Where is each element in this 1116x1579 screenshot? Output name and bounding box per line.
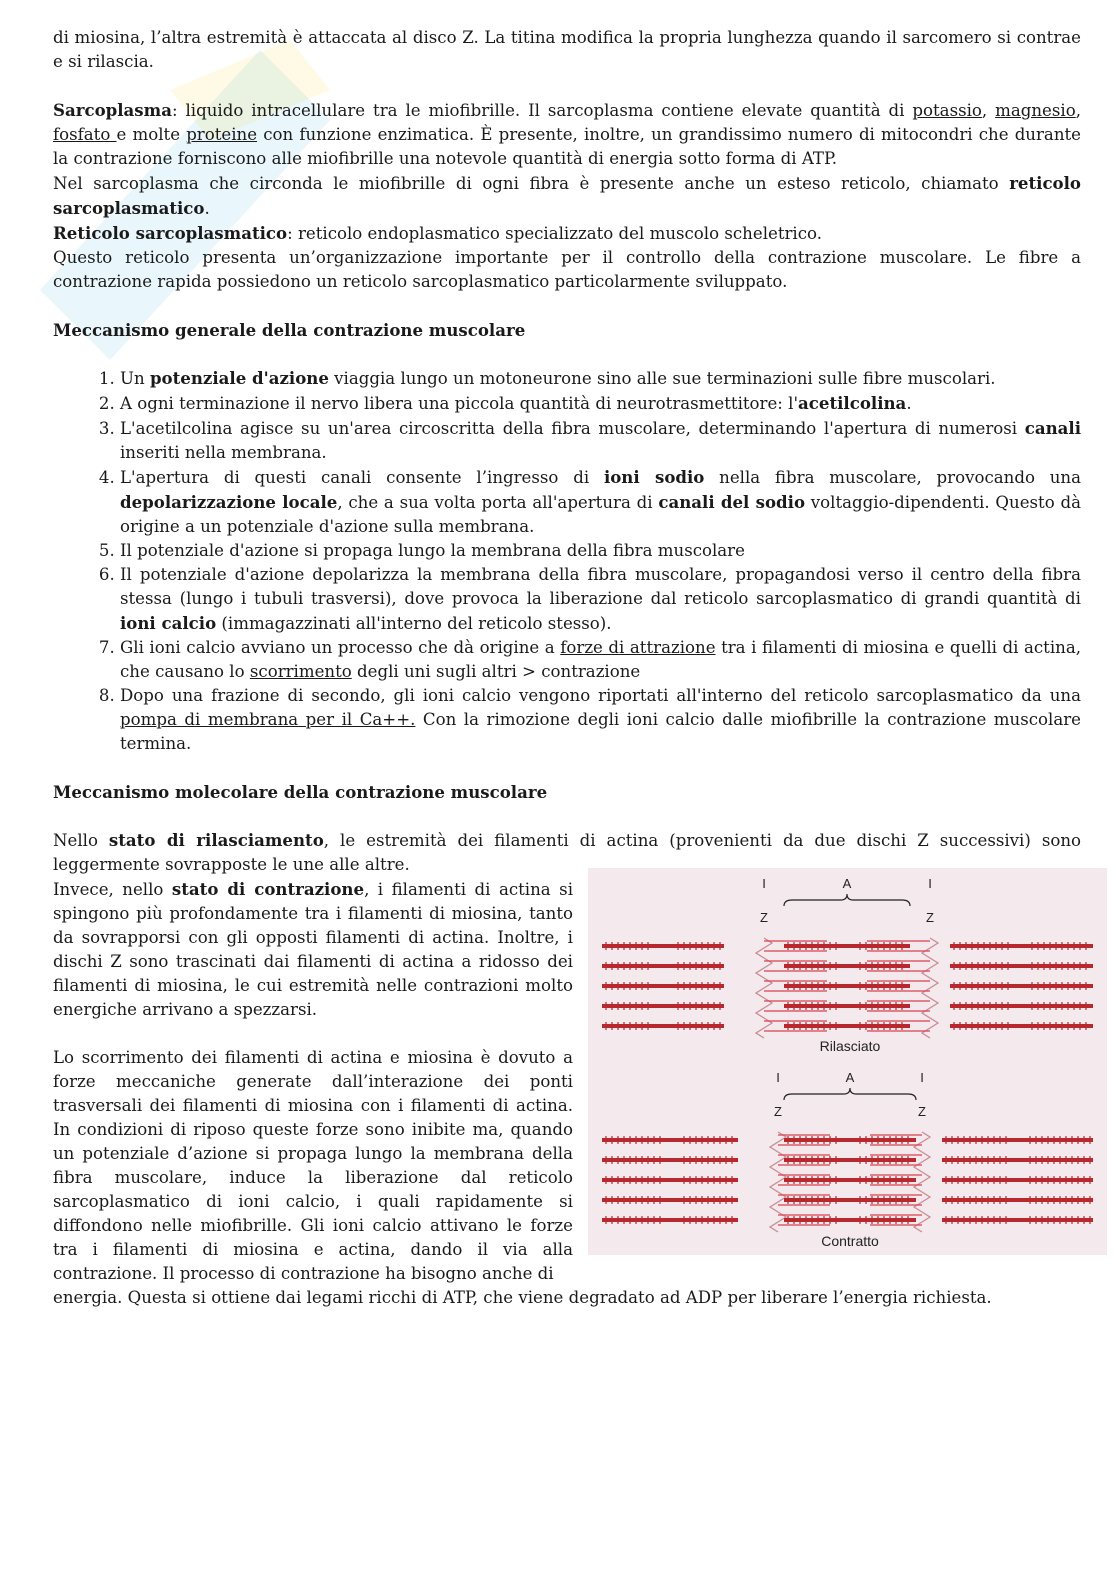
term: stato di contrazione	[171, 879, 365, 899]
text: Invece, nello	[53, 880, 172, 899]
term-reticolo: reticolo sarcoplasmatico	[53, 173, 1081, 218]
text: tra i filamenti di miosina e quelli di actina, che causano lo	[120, 638, 1081, 681]
text: , i filamenti di actina si spingono più profondamente tra i filamenti di miosina, tanto da sovrapporsi con gli opposti filamenti di actina. Inoltre, i dischi Z sono trascinati dai filamenti di actina a ridosso dei filamenti di miosina, le cui estremità nelle contrazioni molto energiche arrivano a spezzarsi.	[53, 880, 573, 1019]
label-z: Z	[760, 910, 768, 925]
text: nella fibra muscolare, provocando una	[704, 468, 1082, 487]
label-z: Z	[774, 1104, 782, 1119]
label-a: A	[845, 1070, 855, 1085]
label-z: Z	[918, 1104, 926, 1119]
link-magnesio: magnesio	[995, 101, 1076, 120]
underlined-term: scorrimento	[249, 662, 352, 681]
term: canali del sodio	[658, 492, 806, 512]
label-i: I	[776, 1070, 780, 1085]
caption-relaxed: Rilasciato	[819, 1038, 881, 1054]
paragraph-reticolo: Questo reticolo presenta un’organizzazione importante per il controllo della contrazione muscolare. Le fibre a contrazione rapida possiedono un reticolo sarcoplasmatico particolarmente sviluppato.	[53, 248, 1081, 291]
paragraph-reticolo-intro	[53, 171, 1081, 221]
link-proteine: proteine	[186, 125, 258, 144]
paragraph-energia: energia. Questa si ottiene dai legami ricchi di ATP, che viene degradato ad ADP per liberare l’energia richiesta.	[53, 1288, 992, 1307]
list-item	[120, 366, 1081, 391]
caption-contracted: Contratto	[821, 1233, 879, 1249]
term: ioni sodio	[603, 467, 705, 487]
paragraph-titina: di miosina, l’altra estremità è attaccata al disco Z. La titina modifica la propria lunghezza quando il sarcomero si contrae e si rilascia.	[53, 28, 1081, 71]
text: L'apertura di questi canali consente l’ingresso di	[120, 468, 604, 487]
text: inseriti nella membrana.	[120, 443, 327, 462]
text: viaggia lungo un motoneurone sino alle sue terminazioni sulle fibre muscolari.	[328, 369, 996, 388]
paragraph-reticolo-def	[53, 221, 1081, 246]
text: e molte	[116, 125, 187, 144]
text: voltaggio-dipendenti. Questo dà origine a un potenziale d'azione sulla membrana.	[120, 493, 1081, 536]
link-fosfato: fosfato	[53, 125, 117, 144]
text: , che a sua volta porta all'apertura di	[337, 493, 659, 512]
list-item	[120, 684, 1081, 756]
label-a: A	[842, 876, 852, 891]
list-item	[120, 416, 1081, 465]
text: Nel sarcoplasma che circonda le miofibrille di ogni fibra è presente anche un esteso reticolo, chiamato	[53, 174, 1010, 193]
text: Con la rimozione degli ioni calcio dalle miofibrille la contrazione muscolare termina.	[120, 710, 1081, 753]
underlined-term: forze di attrazione	[560, 638, 716, 657]
text: degli uni sugli altri > contrazione	[351, 662, 641, 681]
text: Gli ioni calcio avviano un processo che dà origine a	[120, 638, 561, 657]
label-z: Z	[926, 910, 934, 925]
paragraph-scorrimento: Lo scorrimento dei filamenti di actina e miosina è dovuto a forze meccaniche generate dall’interazione dei ponti trasversali dei filamenti di miosina con i filamenti di actina. In condizioni di riposo queste forze sono inibite ma, quando un potenziale d’azione si propaga lungo la membrana della fibra muscolare, induce la liberazione dal reticolo sarcoplasmatico di ioni calcio, i quali rapidamente si diffondono nelle miofibrille. Gli ioni calcio attivano le forze tra i filamenti di miosina e actina, dando il via alla contrazione. Il processo di contrazione ha bisogno anche di	[53, 1048, 573, 1283]
text: : liquido intracellulare tra le miofibrille. Il sarcoplasma contiene elevate quantità di	[171, 101, 913, 120]
link-potassio: potassio	[912, 101, 982, 120]
text: Un	[120, 369, 150, 388]
term: stato di rilasciamento	[108, 830, 324, 850]
text: (immagazzinati all'interno del reticolo stesso).	[216, 614, 612, 633]
text: ,	[981, 101, 996, 120]
text: Il potenziale d'azione si propaga lungo la membrana della fibra muscolare	[120, 541, 745, 560]
list-item	[120, 539, 1081, 563]
text: L'acetilcolina agisce su un'area circoscritta della fibra muscolare, determinando l'apertura di numerosi	[120, 419, 1025, 438]
heading-meccanismo-generale: Meccanismo generale della contrazione muscolare	[53, 320, 526, 340]
label-i: I	[762, 876, 766, 891]
term: depolarizzazione locale	[120, 492, 338, 512]
label-i: I	[928, 876, 932, 891]
text: ,	[1075, 101, 1081, 120]
term: potenziale d'azione	[149, 368, 329, 388]
term: canali	[1024, 418, 1081, 438]
figure-background	[588, 868, 1107, 1255]
paragraph-sarcoplasma	[53, 98, 1081, 171]
text: Nello	[53, 831, 109, 850]
text: A ogni terminazione il nervo libera una piccola quantità di neurotrasmettitore: l'	[120, 394, 799, 413]
steps-list	[53, 366, 1081, 756]
list-item	[120, 563, 1081, 636]
label-i: I	[920, 1070, 924, 1085]
text: Dopo una frazione di secondo, gli ioni calcio vengono riportati all'interno del reticolo sarcoplasmatico da una	[120, 686, 1081, 705]
text: Il potenziale d'azione depolarizza la membrana della fibra muscolare, propagandosi verso il centro della fibra stessa (lungo i tubuli trasversi), dove provoca la liberazione dal reticolo sarcoplasmatico di grandi quantità di	[120, 565, 1081, 608]
term-sarcoplasma: Sarcoplasma	[53, 100, 172, 120]
term: ioni calcio	[120, 613, 217, 633]
heading-meccanismo-molecolare: Meccanismo molecolare della contrazione muscolare	[53, 782, 548, 802]
text: .	[906, 394, 912, 413]
list-item	[120, 636, 1081, 684]
text: con funzione enzimatica. È presente, inoltre, un grandissimo numero di mitocondri che durante la contrazione forniscono alle miofibrille una notevole quantità di energia sotto forma di ATP.	[53, 125, 1082, 168]
sarcomere-figure	[588, 868, 1107, 1255]
underlined-term: pompa di membrana per il Ca++.	[120, 710, 416, 729]
term: acetilcolina	[798, 393, 907, 413]
term-reticolo-def: Reticolo sarcoplasmatico	[53, 223, 288, 243]
text: , le estremità dei filamenti di actina (provenienti da due dischi Z successivi) sono leggermente sovrapposte le une alle altre.	[53, 831, 1081, 874]
text: : reticolo endoplasmatico specializzato del muscolo scheletrico.	[287, 224, 822, 243]
paragraph-contrazione	[53, 877, 573, 1022]
list-item	[120, 465, 1081, 539]
list-item	[120, 391, 1081, 416]
text: .	[204, 199, 210, 218]
